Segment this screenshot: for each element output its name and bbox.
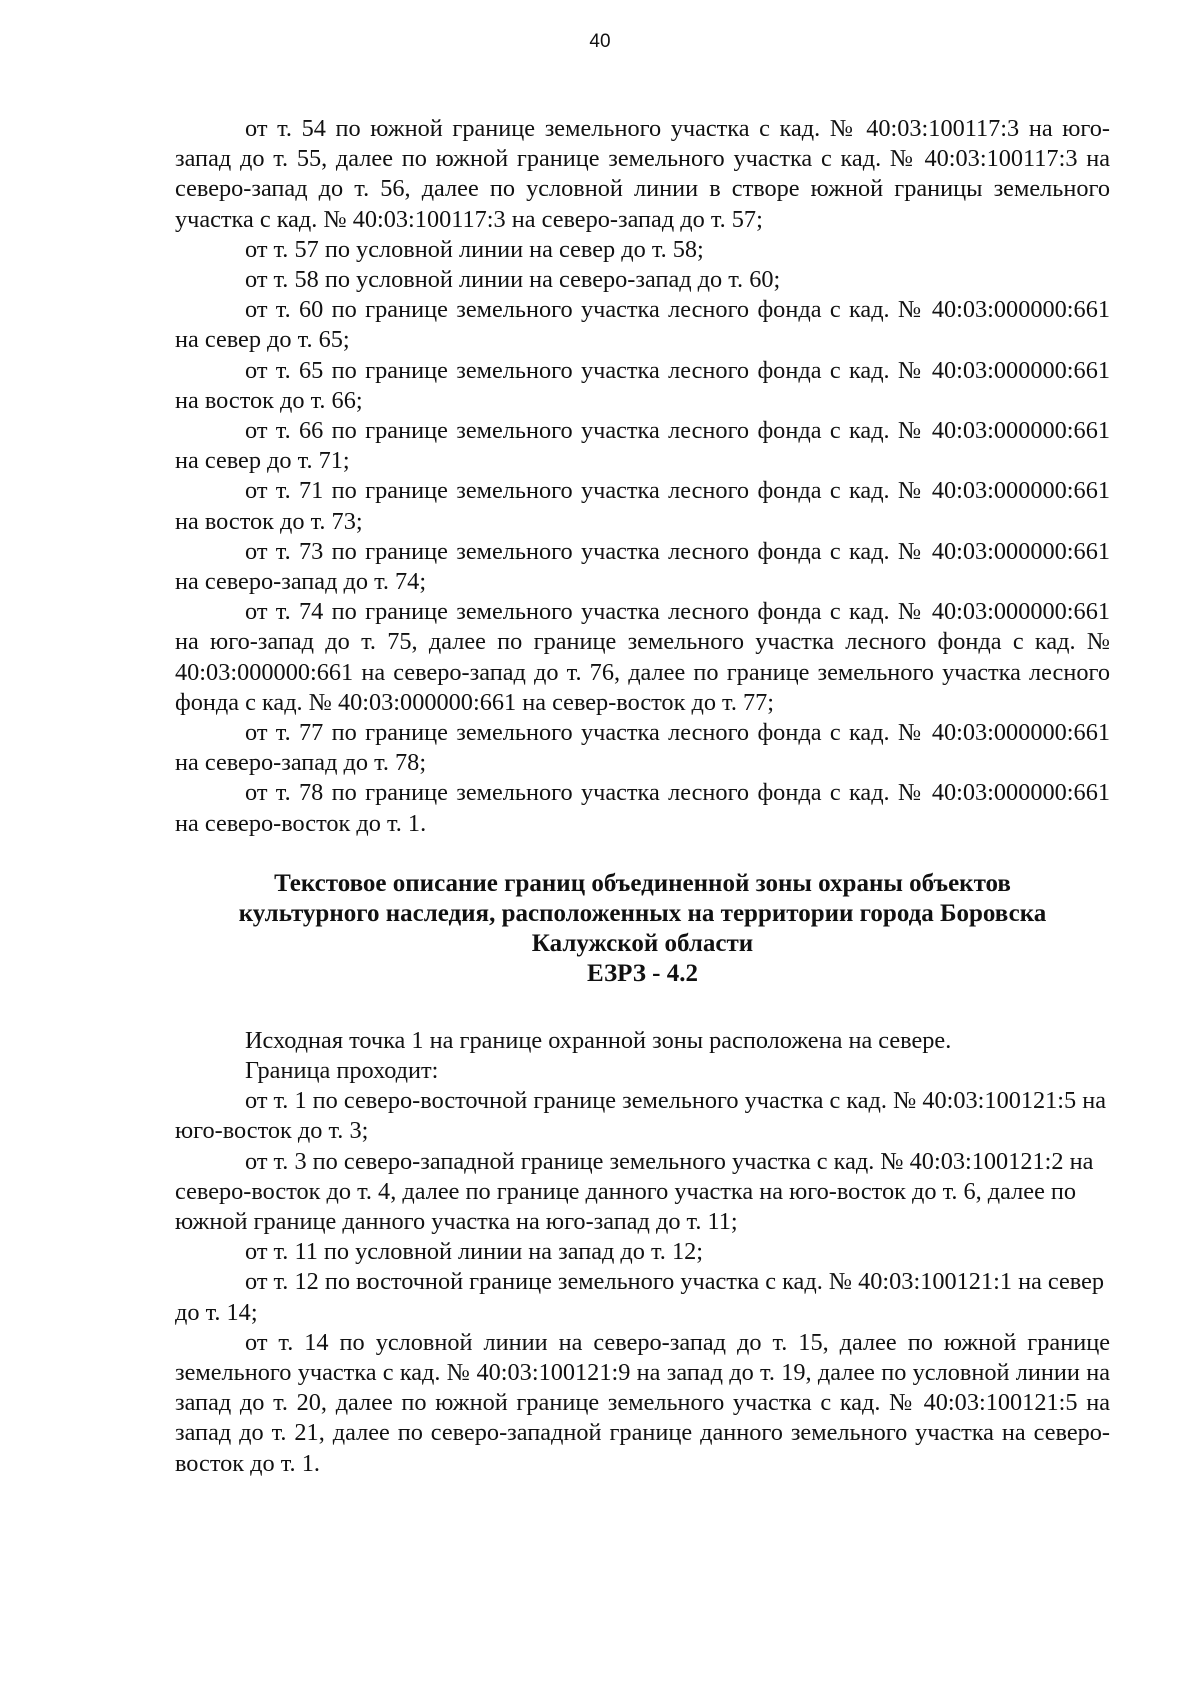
paragraph: от т. 78 по границе земельного участка лесного фонда с кад. № 40:03:000000:661 на северо-восток до т. 1. bbox=[175, 779, 1110, 837]
section-heading bbox=[175, 869, 1110, 990]
boundary-description-continued bbox=[175, 114, 1110, 839]
paragraph: от т. 77 по границе земельного участка лесного фонда с кад. № 40:03:000000:661 на северо-запад до т. 78; bbox=[175, 719, 1110, 777]
paragraph: от т. 58 по условной линии на северо-запад до т. 60; bbox=[245, 266, 781, 294]
paragraph: Исходная точка 1 на границе охранной зоны расположена на севере. bbox=[245, 1026, 952, 1054]
paragraph: от т. 60 по границе земельного участка лесного фонда с кад. № 40:03:000000:661 на север до т. 65; bbox=[175, 296, 1110, 354]
document-body bbox=[175, 114, 1110, 1479]
paragraph: от т. 14 по условной линии на северо-запад до т. 15, далее по южной границе земельного участка с кад. № 40:03:100121:9 на запад до т. 19, далее по условной линии на запад до т. 20, далее по южной границе земельного участка с кад. № 40:03:100121:5 на запад до т. 21, далее по северо-западной границе данного земельного участка на северо-восток до т. 1. bbox=[175, 1328, 1110, 1477]
heading-line: Текстовое описание границ объединенной зоны охраны объектов bbox=[274, 869, 1011, 897]
paragraph: от т. 54 по южной границе земельного участка с кад. № 40:03:100117:3 на юго-запад до т. 55, далее по южной границе земельного участка с кад. № 40:03:100117:3 на северо-запад до т. 56, далее по условной линии в створе южной границы земельного участка с кад. № 40:03:100117:3 на северо-запад до т. 57; bbox=[175, 115, 1110, 233]
paragraph: от т. 66 по границе земельного участка лесного фонда с кад. № 40:03:000000:661 на север до т. 71; bbox=[175, 417, 1110, 475]
heading-line: культурного наследия, расположенных на территории города Боровска bbox=[238, 900, 1047, 928]
heading-line: Калужской области bbox=[531, 930, 754, 958]
paragraph: от т. 57 по условной линии на север до т. 58; bbox=[245, 235, 704, 263]
boundary-description-ezrz bbox=[175, 1026, 1110, 1479]
paragraph: от т. 11 по условной линии на запад до т. 12; bbox=[245, 1238, 703, 1266]
paragraph: от т. 65 по границе земельного участка лесного фонда с кад. № 40:03:000000:661 на восток до т. 66; bbox=[175, 356, 1110, 414]
zone-code: ЕЗРЗ - 4.2 bbox=[586, 960, 699, 988]
page-number: 40 bbox=[589, 31, 611, 52]
paragraph: от т. 71 по границе земельного участка лесного фонда с кад. № 40:03:000000:661 на восток до т. 73; bbox=[175, 477, 1110, 535]
paragraph: от т. 12 по восточной границе земельного участка с кад. № 40:03:100121:1 на север до т. 14; bbox=[175, 1268, 1105, 1326]
paragraph: от т. 73 по границе земельного участка лесного фонда с кад. № 40:03:000000:661 на северо-запад до т. 74; bbox=[175, 537, 1110, 596]
paragraph: Граница проходит: bbox=[245, 1056, 439, 1084]
paragraph: от т. 3 по северо-западной границе земельного участка с кад. № 40:03:100121:2 на северо-восток до т. 4, далее по границе данного участка на юго-восток до т. 6, далее по южной границе данного участка на юго-запад до т. 11; bbox=[175, 1147, 1094, 1235]
paragraph: от т. 74 по границе земельного участка лесного фонда с кад. № 40:03:000000:661 на юго-запад до т. 75, далее по границе земельного участка лесного фонда с кад. № 40:03:000000:661 на северо-запад до т. 76, далее по границе земельного участка лесного фонда с кад. № 40:03:000000:661 на север-восток до т. 77; bbox=[175, 598, 1110, 716]
paragraph: от т. 1 по северо-восточной границе земельного участка с кад. № 40:03:100121:5 на юго-восток до т. 3; bbox=[175, 1087, 1107, 1145]
